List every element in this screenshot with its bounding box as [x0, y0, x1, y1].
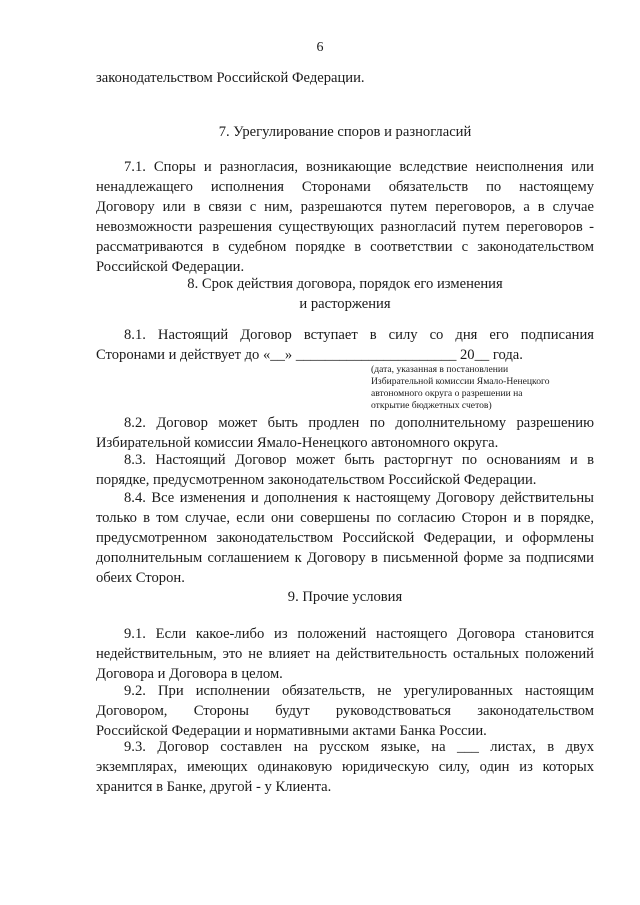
text-line: хранится в Банке, другой - у Клиента.	[96, 779, 332, 795]
note-line: автономного округа о разрешении на	[371, 388, 523, 399]
paragraph-7-1	[96, 157, 594, 277]
text-line: рассматриваются в судебном порядке в соответствии с законодательством	[96, 239, 594, 255]
paragraph-9-1	[96, 624, 594, 684]
note-line: (дата, указанная в постановлении	[371, 364, 509, 375]
text-line: экземплярах, имеющих одинаковую юридическую силу, один из которых	[96, 759, 594, 775]
section-8-heading	[96, 274, 594, 314]
paragraph-9-3	[96, 737, 594, 797]
text-line: 9.1. Если какое-либо из положений настоящего Договора становится	[124, 626, 594, 642]
paragraph-8-3	[96, 450, 594, 490]
text-line: Договору или в связи с ним, разрешаются путем переговоров, а в случае	[96, 199, 594, 215]
text-line: Российской Федерации.	[96, 259, 245, 275]
text-line: 8.1. Настоящий Договор вступает в силу со дня его подписания	[124, 327, 594, 343]
section-9-heading	[96, 587, 594, 607]
heading-text: 8. Срок действия договора, порядок его изменения	[187, 276, 503, 292]
text-line: обеих Сторон.	[96, 570, 185, 586]
paragraph-8-1	[96, 325, 594, 365]
paragraph-9-2	[96, 681, 594, 741]
text-line: 9.2. При исполнении обязательств, не урегулированных настоящим	[124, 683, 594, 699]
text-line: Сторонами и действует до «__» ______________________ 20__ года.	[96, 347, 523, 363]
note-line: Избирательной комиссии Ямало-Ненецкого	[371, 376, 550, 387]
text-line: 8.3. Настоящий Договор может быть расторгнут по основаниям и в	[124, 452, 594, 468]
note-line: открытие бюджетных счетов)	[371, 400, 492, 411]
text-line: Российской Федерации и нормативными актами Банка России.	[96, 723, 487, 739]
date-footnote	[371, 364, 571, 412]
page-number: 6	[316, 40, 324, 55]
continuation-text	[96, 68, 594, 88]
paragraph-8-2	[96, 413, 594, 453]
text-line: 8.4. Все изменения и дополнения к настоящему Договору действительны	[124, 490, 594, 506]
heading-text: 7. Урегулирование споров и разногласий	[218, 124, 472, 140]
text-line: Договора и Договора в целом.	[96, 666, 283, 682]
heading-text: и расторжения	[299, 296, 391, 312]
text-line: ненадлежащего исполнения Сторонами обязательств по настоящему	[96, 179, 594, 195]
text-line: Договором, Стороны будут руководствоваться законодательством	[96, 703, 594, 719]
text-line: законодательством Российской Федерации.	[96, 70, 365, 86]
text-line: предусмотренном законодательством Российской Федерации, и оформлены	[96, 530, 594, 546]
text-line: 9.3. Договор составлен на русском языке, на ___ листах, в двух	[124, 739, 594, 755]
text-line: только в том случае, если они совершены по согласию Сторон и в порядке,	[96, 510, 594, 526]
paragraph-8-4	[96, 488, 594, 588]
text-line: 7.1. Споры и разногласия, возникающие вследствие неисполнения или	[124, 159, 594, 175]
heading-text: 9. Прочие условия	[287, 589, 403, 605]
text-line: недействительным, это не влияет на действительность остальных положений	[96, 646, 594, 662]
section-7-heading	[96, 122, 594, 142]
text-line: 8.2. Договор может быть продлен по дополнительному разрешению	[124, 415, 594, 431]
text-line: невозможности разрешения существующих разногласий путем переговоров -	[96, 219, 594, 235]
text-line: Избирательной комиссии Ямало-Ненецкого автономного округа.	[96, 435, 499, 451]
text-line: дополнительным соглашением к Договору в письменной форме за подписями	[96, 550, 594, 566]
text-line: порядке, предусмотренном законодательством Российской Федерации.	[96, 472, 537, 488]
